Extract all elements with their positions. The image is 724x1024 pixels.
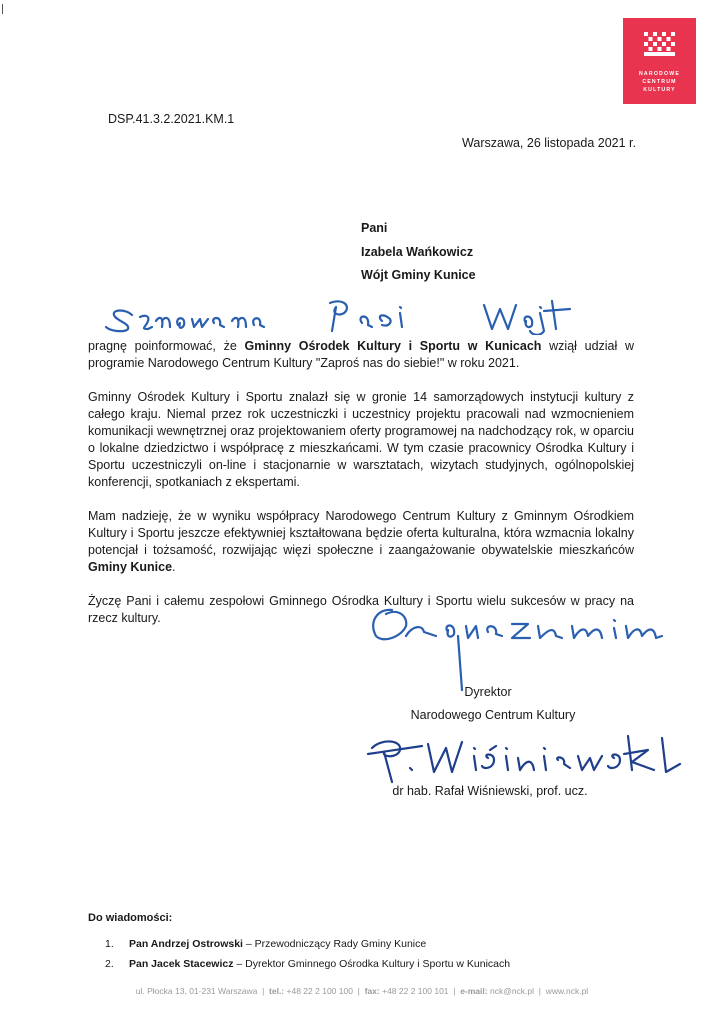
footer-fax-label: fax:	[364, 986, 380, 996]
logo-text-2: CENTRUM	[642, 79, 677, 85]
paragraph-3	[88, 508, 634, 576]
cc-item-name: Pan Jacek Stacewicz	[129, 958, 234, 970]
cc-item	[105, 934, 510, 954]
footer-email: nck@nck.pl	[489, 986, 535, 996]
recipient-title: Wójt Gminy Kunice	[361, 268, 476, 282]
cc-item-role: – Dyrektor Gminnego Ośrodka Kultury i Sportu w Kunicach	[233, 958, 511, 970]
signatory-name: dr hab. Rafał Wiśniewski, prof. ucz.	[392, 784, 588, 798]
crown-icon	[644, 32, 675, 62]
cc-item-number: 2.	[105, 958, 114, 970]
p2-text: Gminny Ośrodek Kultury i Sportu znalazł się w gronie 14 samorządowych instytucji kultury z całego kraju. Niemal przez rok uczestniczki i uczestnicy projektu pracowali nad wzmocnieniem komunikacji wewnętrznej oraz projektowaniem oferty programowej na nadchodzący rok, w oparciu o lokalne dziedzictwo i współpracę z mieszkańcami. W tym czasie pracownicy Ośrodka Kultury i Sportu uczestniczyli on-line i stacjonarnie w warsztatach, wizytach studyjnych, ogólnopolskiej konferencji, spotkaniach z ekspertami.	[88, 390, 634, 489]
footer-email-label: e-mail:	[460, 986, 488, 996]
p4-text: Życzę Pani i całemu zespołowi Gminnego Ośrodka Kultury i Sportu wielu sukcesów w pracy na rzecz kultury.	[88, 594, 634, 625]
handwritten-greeting	[100, 295, 580, 335]
scan-mark	[2, 4, 3, 14]
cc-item	[105, 954, 510, 974]
footer-tel-label: tel.:	[269, 986, 285, 996]
recipient-name: Izabela Wańkowicz	[361, 245, 474, 259]
p3-end: .	[172, 560, 176, 574]
reference-number: DSP.41.3.2.2021.KM.1	[108, 112, 235, 126]
p3-bold: Gminy Kunice	[88, 560, 173, 574]
handwritten-closing	[362, 596, 724, 696]
footer-tel: +48 22 2 100 100	[286, 986, 353, 996]
footer-address: ul. Płocka 13, 01-231 Warszawa	[135, 986, 258, 996]
paragraph-1	[88, 338, 634, 372]
p1-org: Gminny Ośrodek Kultury i Sportu w Kunicach	[244, 339, 542, 353]
footer-web: www.nck.pl	[545, 986, 589, 996]
cc-item-number: 1.	[105, 938, 114, 950]
signatory-title: Dyrektor	[464, 685, 512, 699]
signatory-org: Narodowego Centrum Kultury	[410, 708, 576, 722]
cc-item-name: Pan Andrzej Ostrowski	[129, 938, 243, 950]
footer-fax: +48 22 2 100 101	[382, 986, 449, 996]
paragraph-2	[88, 389, 634, 491]
cc-item-role: – Przewodniczący Rady Gminy Kunice	[242, 938, 427, 950]
logo-text-3: KULTURY	[643, 87, 676, 93]
cc-list	[105, 934, 510, 974]
handwritten-signature	[362, 728, 702, 784]
logo-text-1: NARODOWE	[638, 71, 680, 77]
letter-footer: ul. Płocka 13, 01-231 Warszawa | tel.: +48 22 2 100 100 | fax: +48 22 2 100 101 | e-mail: nck@nck.pl | www.nck.pl	[135, 986, 589, 996]
p3-start: Mam nadzieję, że w wyniku współpracy Narodowego Centrum Kultury z Gminnym Ośrodkiem Kultury i Sportu jeszcze efektywniej kształtowana będzie oferta kulturalna, która wzmacnia lokalny potencjał i tożsamość, rozwijając więzi społeczne i zaangażowanie obywatelskie mieszkańców	[88, 509, 634, 557]
recipient-salutation: Pani	[361, 221, 388, 235]
p1-start: pragnę poinformować, że	[88, 339, 245, 353]
p1-end: wziął udział w programie Narodowego Centrum Kultury "Zaproś nas do siebie!" w roku 2021.	[88, 339, 634, 370]
date-line: Warszawa, 26 listopada 2021 r.	[462, 136, 636, 150]
nck-logo	[623, 18, 696, 104]
cc-heading: Do wiadomości:	[88, 912, 173, 924]
